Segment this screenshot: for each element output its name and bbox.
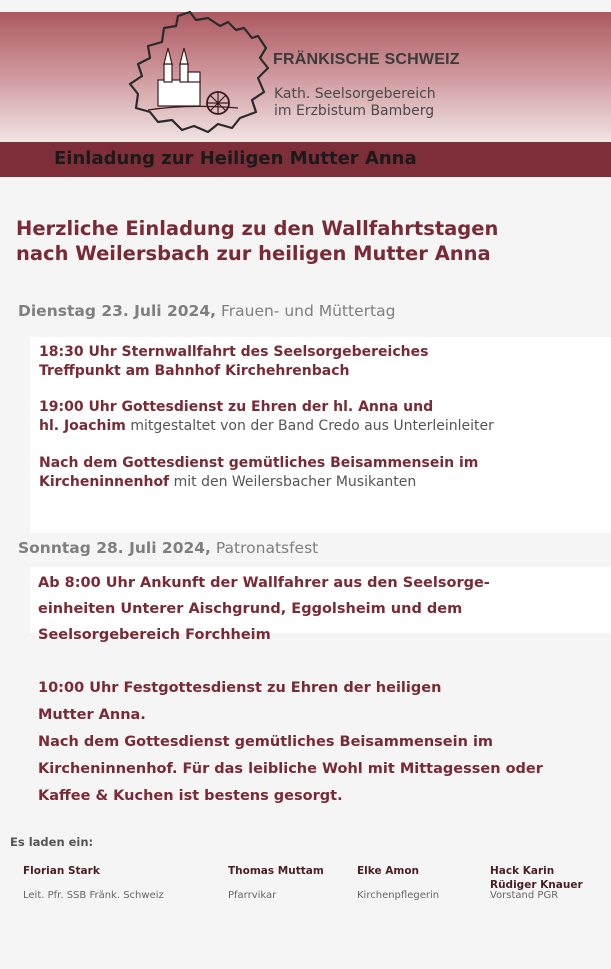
invite-label: Es laden ein: — [10, 835, 94, 849]
signer-role: Vorstand PGR — [490, 890, 559, 901]
day-2-date: Sonntag 28. Juli 2024, — [18, 539, 211, 557]
region-map-church-icon — [128, 8, 278, 133]
signer-name: Thomas Muttam — [228, 865, 324, 877]
brand-title: FRÄNKISCHE SCHWEIZ — [273, 51, 460, 68]
day-1-date: Dienstag 23. Juli 2024, — [18, 302, 217, 320]
day-1-event-2 — [39, 398, 494, 436]
mass-line-3: Nach dem Gottesdienst gemütliches Beisammensein im — [38, 734, 494, 750]
signer-role: Leit. Pfr. SSB Fränk. Schweiz — [23, 890, 164, 901]
day-2-event-arrival — [38, 570, 490, 648]
header — [0, 12, 611, 142]
day-2-heading — [18, 539, 318, 557]
signer-name-line-1: Hack Karin — [490, 865, 555, 877]
day-1-event-3 — [39, 454, 478, 492]
headline-line-1: Herzliche Einladung zu den Wallfahrtstagen — [16, 217, 499, 240]
day-1-heading — [18, 302, 395, 320]
event-2-line-2: hl. Joachim — [39, 418, 126, 434]
day-1-event-1 — [39, 343, 428, 381]
event-3-line-1: Nach dem Gottesdienst gemütliches Beisammensein im — [39, 455, 479, 471]
mass-line-4: Kircheninnenhof. Für das leibliche Wohl mit Mittagessen oder — [38, 761, 543, 777]
day-1-title: Frauen- und Müttertag — [216, 302, 396, 320]
signer-role: Kirchenpflegerin — [357, 890, 440, 901]
event-2-line-1: 19:00 Uhr Gottesdienst zu Ehren der hl. Anna und — [39, 399, 434, 415]
headline-line-2: nach Weilersbach zur heiligen Mutter Anna — [16, 242, 491, 265]
day-2-title: Patronatsfest — [210, 539, 319, 557]
arrival-line-3: Seelsorgebereich Forchheim — [38, 627, 271, 643]
mass-line-5: Kaffee & Kuchen ist bestens gesorgt. — [38, 788, 343, 804]
signer-name — [490, 864, 583, 892]
signer-name: Florian Stark — [23, 865, 100, 877]
signer-name: Elke Amon — [357, 865, 420, 877]
arrival-line-2: einheiten Unterer Aischgrund, Eggolsheim und dem — [38, 601, 463, 617]
arrival-line-1: Ab 8:00 Uhr Ankunft der Wallfahrer aus den Seelsorge- — [38, 575, 490, 591]
page-headline — [16, 216, 498, 266]
mass-line-2: Mutter Anna. — [38, 707, 146, 723]
signer-role: Pfarrvikar — [228, 890, 277, 901]
day-2-event-mass — [38, 675, 543, 810]
event-3-detail: mit den Weilersbacher Musikanten — [169, 474, 417, 490]
event-2-detail: mitgestaltet von der Band Credo aus Unterleinleiter — [125, 418, 494, 434]
event-1-line-2: Treffpunkt am Bahnhof Kirchehrenbach — [39, 363, 350, 379]
event-1-line-1: 18:30 Uhr Sternwallfahrt des Seelsorgebereiches — [39, 344, 429, 360]
banner-title: Einladung zur Heiligen Mutter Anna — [54, 148, 417, 169]
signer-name-line-2: Rüdiger Knauer — [490, 879, 583, 891]
brand-subtitle-line-1: Kath. Seelsorgebereich — [274, 86, 436, 102]
mass-line-1: 10:00 Uhr Festgottesdienst zu Ehren der heiligen — [38, 680, 442, 696]
brand-subtitle-line-2: im Erzbistum Bamberg — [274, 103, 435, 119]
event-3-line-2: Kircheninnenhof — [39, 474, 170, 490]
